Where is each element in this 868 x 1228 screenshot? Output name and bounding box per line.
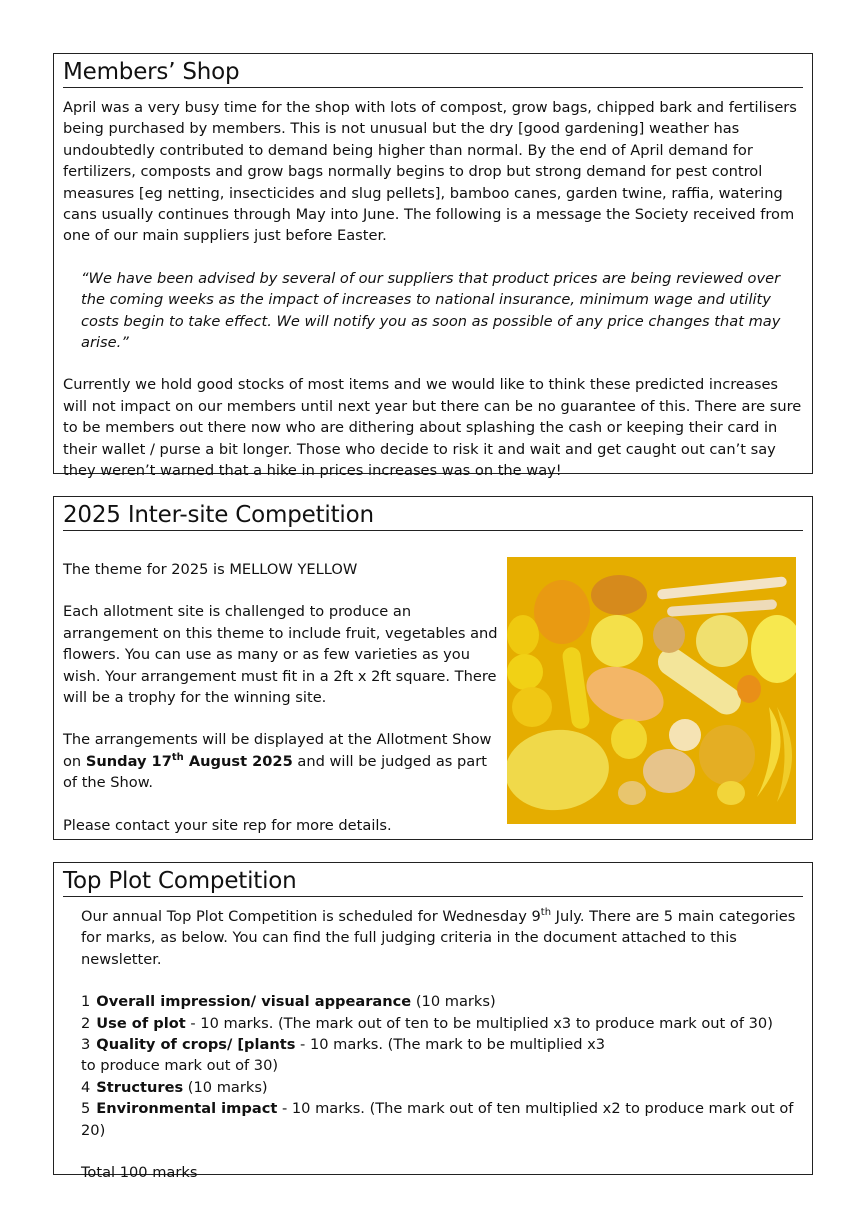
category-number: 1 xyxy=(81,993,91,1011)
category-number: 5 xyxy=(81,1100,91,1118)
category-name: Overall impression/ visual appearance xyxy=(96,993,412,1011)
category-number: 2 xyxy=(81,1014,91,1032)
category-item xyxy=(81,991,803,1012)
category-detail: - 10 marks. (The mark out of ten multiplied x2 to produce mark out of 20) xyxy=(81,1100,794,1139)
paragraph: April was a very busy time for the shop with lots of compost, grow bags, chipped bark and fertilisers being purchased by members. This is not unusual but the dry [good gardening] weather has undoubtedly contributed to demand being higher than normal. By the end of April demand for fertilizers, composts and grow bags normally begins to drop but strong demand for pest control measures [eg netting, insecticides and slug pellets], bamboo canes, garden twine, raffia, watering cans usually continues through May into June. The following is a message the Society received from one of our main suppliers just before Easter. xyxy=(63,99,797,245)
ordinal: th xyxy=(540,907,552,919)
text-span: Our annual Top Plot Competition is scheduled for Wednesday 9 xyxy=(81,908,541,925)
category-name: Structures xyxy=(96,1078,184,1096)
date-part: Sunday 17 xyxy=(85,752,172,770)
top-plot-competition-section xyxy=(53,862,813,1182)
category-item xyxy=(81,1034,803,1055)
category-detail: (10 marks) xyxy=(183,1078,268,1096)
category-detail: (10 marks) xyxy=(411,993,496,1011)
text-span: July. There are 5 main categories for marks, as below. You can find the full judging criteria in the document attached to this newsletter. xyxy=(81,908,796,968)
category-item xyxy=(81,1077,803,1098)
section-heading: 2025 Inter-site Competition xyxy=(63,497,803,531)
category-detail: - 10 marks. (The mark to be multiplied x3 xyxy=(295,1036,606,1054)
show-paragraph xyxy=(63,729,505,793)
section-heading: Top Plot Competition xyxy=(63,863,803,897)
contact-line: Please contact your site rep for more details. xyxy=(63,816,392,834)
category-detail: to produce mark out of 30) xyxy=(81,1057,279,1075)
category-name: Environmental impact xyxy=(96,1100,278,1118)
categories-list xyxy=(81,991,803,1141)
category-item xyxy=(81,1098,803,1141)
text-span: The arrangements will be displayed at the Allotment Show on xyxy=(63,731,492,770)
paragraph: Each allotment site is challenged to produce an arrangement on this theme to include fruit, vegetables and flowers. You can use as many or as few varieties as you wish. Your arrangement must fit in a 2ft x 2ft square. There will be a trophy for the winning site. xyxy=(63,603,498,707)
section-heading: Members’ Shop xyxy=(63,54,803,88)
category-detail: - 10 marks. (The mark out of ten to be multiplied x3 to produce mark out of 30) xyxy=(185,1014,773,1032)
category-number: 3 xyxy=(81,1036,91,1054)
category-name: Use of plot xyxy=(96,1014,186,1032)
date-part: August 2025 xyxy=(183,752,293,770)
total-marks: Total 100 marks xyxy=(81,1164,198,1182)
theme-line: The theme for 2025 is MELLOW YELLOW xyxy=(63,561,358,578)
ordinal: th xyxy=(171,751,184,763)
inter-site-competition-section xyxy=(53,496,813,840)
supplier-quote: “We have been advised by several of our suppliers that product prices are being reviewed over the coming weeks as the impact of increases to national insurance, minimum wage and utility costs begin to take effect. We will notify you as soon as possible of any price changes that may arise.” xyxy=(81,269,781,352)
text-span: and will be judged as part of the Show. xyxy=(63,752,487,792)
intro-paragraph xyxy=(81,906,803,970)
members-shop-section xyxy=(53,53,813,480)
category-number: 4 xyxy=(81,1078,91,1096)
category-item xyxy=(81,1055,803,1076)
category-item xyxy=(81,1013,803,1034)
category-name: Quality of crops/ [plants xyxy=(96,1036,296,1054)
show-date xyxy=(86,753,293,770)
paragraph: Currently we hold good stocks of most items and we would like to think these predicted increases will not impact on our members until next year but there can be no guarantee of this. There are sure to be members out there now who are dithering about splashing the cash or keeping their card in their wallet / purse a bit longer. Those who decide to risk it and wait and get caught out can’t say they weren’t warned that a hike in prices increases was on the way! xyxy=(63,376,802,480)
yellow-produce-photo xyxy=(507,557,796,824)
